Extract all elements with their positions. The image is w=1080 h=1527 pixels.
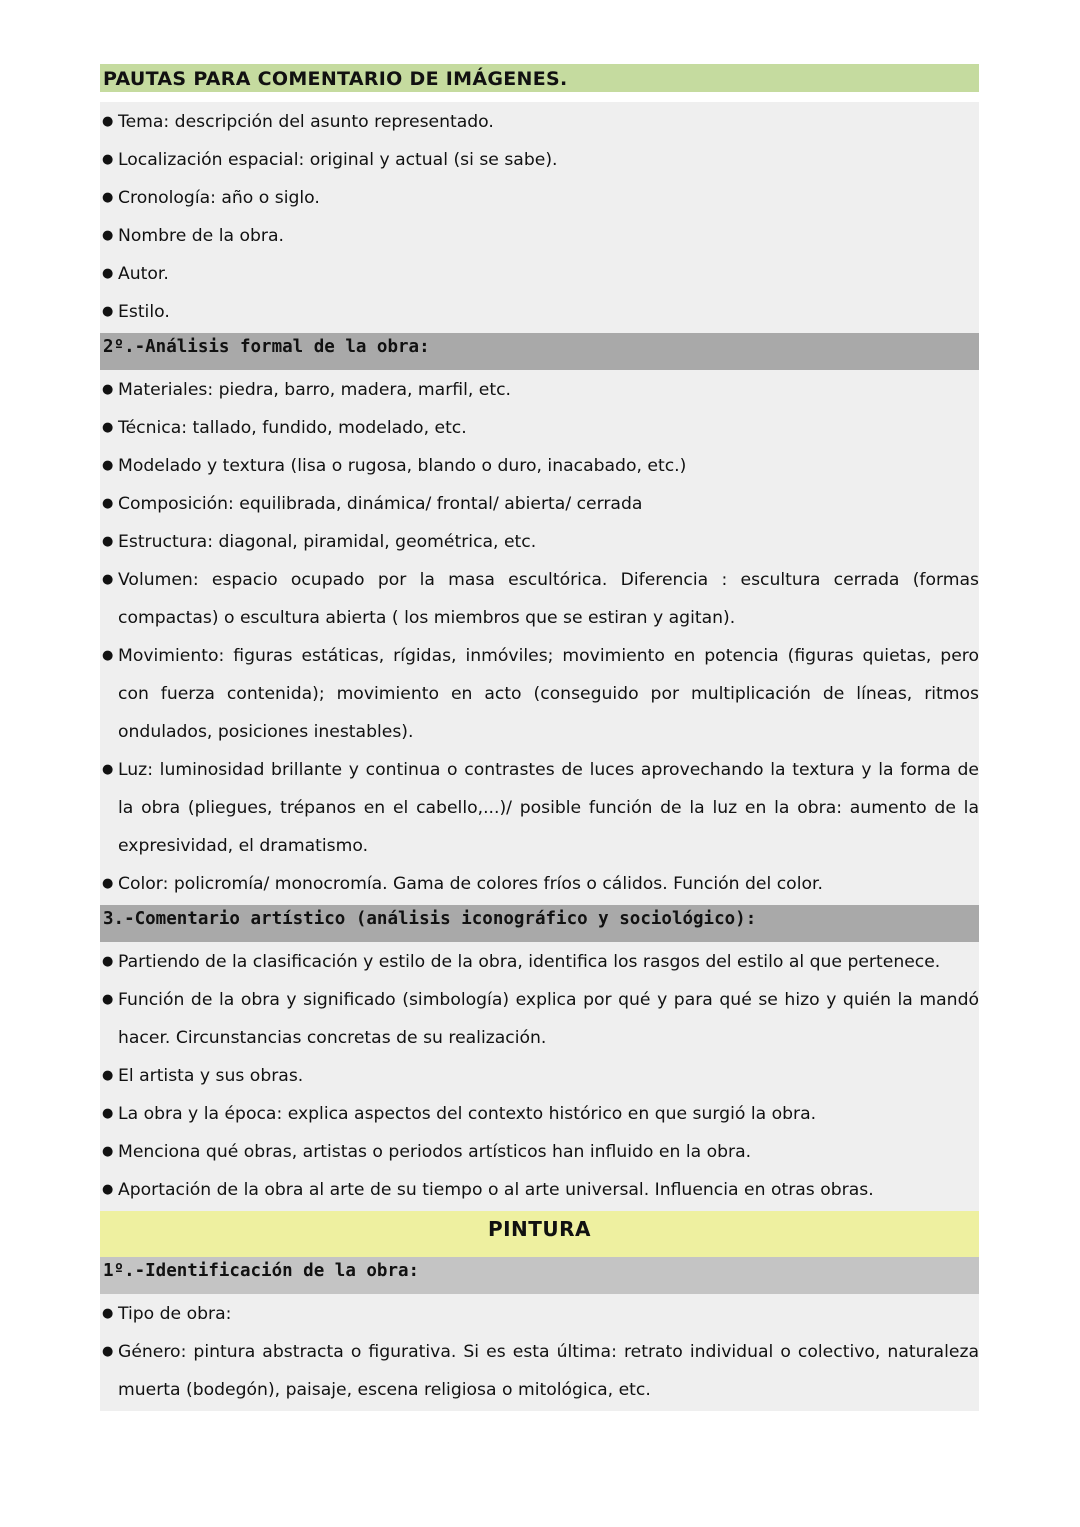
list-item: ● Tipo de obra:: [100, 1295, 979, 1333]
title-spacer: [100, 92, 979, 102]
list-item: ● Técnica: tallado, fundido, modelado, etc.: [100, 409, 979, 447]
list-item: ● Volumen: espacio ocupado por la masa escultórica. Diferencia : escultura cerrada (formas compactas) o escultura abierta ( los miembros que se estiran y agitan).: [100, 561, 979, 637]
list-item: ● Localización espacial: original y actual (si se sabe).: [100, 141, 979, 179]
list-item: ● Género: pintura abstracta o figurativa. Si es esta última: retrato individual o colectivo, naturaleza muerta (bodegón), paisaje, escena religiosa o mitológica, etc.: [100, 1333, 979, 1409]
list-item: ● Menciona qué obras, artistas o periodos artísticos han influido en la obra.: [100, 1133, 979, 1171]
list-item: ● Modelado y textura (lisa o rugosa, blando o duro, inacabado, etc.): [100, 447, 979, 485]
bullet-icon: ●: [102, 954, 114, 969]
bullet-icon: ●: [102, 266, 114, 281]
bullet-icon: ●: [102, 152, 114, 167]
bullet-icon: ●: [102, 1344, 114, 1359]
bullet-icon: ●: [102, 190, 114, 205]
list-item: ● Estructura: diagonal, piramidal, geométrica, etc.: [100, 523, 979, 561]
list-item: ● Estilo.: [100, 293, 979, 331]
bullet-icon: ●: [102, 228, 114, 243]
bullet-icon: ●: [102, 762, 114, 777]
list-item: ● Autor.: [100, 255, 979, 293]
list-item: ● Aportación de la obra al arte de su tiempo o al arte universal. Influencia en otras obras.: [100, 1171, 979, 1209]
section-heading-identification: 1º.-Identificación de la obra:: [100, 1257, 979, 1294]
artistic-commentary-list: [100, 942, 979, 1211]
pintura-identification-list: [100, 1294, 979, 1411]
bullet-icon: ●: [102, 382, 114, 397]
bullet-icon: ●: [102, 420, 114, 435]
list-item: ● Color: policromía/ monocromía. Gama de colores fríos o cálidos. Función del color.: [100, 865, 979, 903]
bullet-icon: ●: [102, 572, 114, 587]
list-item: ● Función de la obra y significado (simbología) explica por qué y para qué se hizo y quién la mandó hacer. Circunstancias concretas de su realización.: [100, 981, 979, 1057]
formal-analysis-list: [100, 370, 979, 905]
bullet-icon: ●: [102, 534, 114, 549]
list-item: ● Materiales: piedra, barro, madera, marfil, etc.: [100, 371, 979, 409]
section-heading-artistic-commentary: 3.-Comentario artístico (análisis iconográfico y sociológico):: [100, 905, 979, 942]
bullet-icon: ●: [102, 1182, 114, 1197]
pintura-title: PINTURA: [100, 1211, 979, 1257]
bullet-icon: ●: [102, 496, 114, 511]
list-item: ● Cronología: año o siglo.: [100, 179, 979, 217]
bullet-icon: ●: [102, 458, 114, 473]
bullet-icon: ●: [102, 1068, 114, 1083]
list-item: ● Partiendo de la clasificación y estilo de la obra, identifica los rasgos del estilo al que pertenece.: [100, 943, 979, 981]
bullet-icon: ●: [102, 1144, 114, 1159]
list-item: ● El artista y sus obras.: [100, 1057, 979, 1095]
bullet-icon: ●: [102, 114, 114, 129]
bullet-icon: ●: [102, 876, 114, 891]
section-heading-formal-analysis: 2º.-Análisis formal de la obra:: [100, 333, 979, 370]
list-item: ● La obra y la época: explica aspectos del contexto histórico en que surgió la obra.: [100, 1095, 979, 1133]
document-title: PAUTAS PARA COMENTARIO DE IMÁGENES.: [100, 64, 979, 92]
identification-list: [100, 102, 979, 333]
list-item: ● Movimiento: figuras estáticas, rígidas, inmóviles; movimiento en potencia (figuras quietas, pero con fuerza contenida); movimiento en acto (conseguido por multiplicación de líneas, ritmos ondulados, posiciones inestables).: [100, 637, 979, 751]
bullet-icon: ●: [102, 1306, 114, 1321]
bullet-icon: ●: [102, 1106, 114, 1121]
bullet-icon: ●: [102, 648, 114, 663]
list-item: ● Tema: descripción del asunto representado.: [100, 103, 979, 141]
list-item: ● Luz: luminosidad brillante y continua o contrastes de luces aprovechando la textura y la forma de la obra (pliegues, trépanos en el cabello,...)/ posible función de la luz en la obra: aumento de la expresividad, el dramatismo.: [100, 751, 979, 865]
bullet-icon: ●: [102, 304, 114, 319]
bullet-icon: ●: [102, 992, 114, 1007]
document-page: [100, 64, 979, 1411]
list-item: ● Composición: equilibrada, dinámica/ frontal/ abierta/ cerrada: [100, 485, 979, 523]
list-item: ● Nombre de la obra.: [100, 217, 979, 255]
